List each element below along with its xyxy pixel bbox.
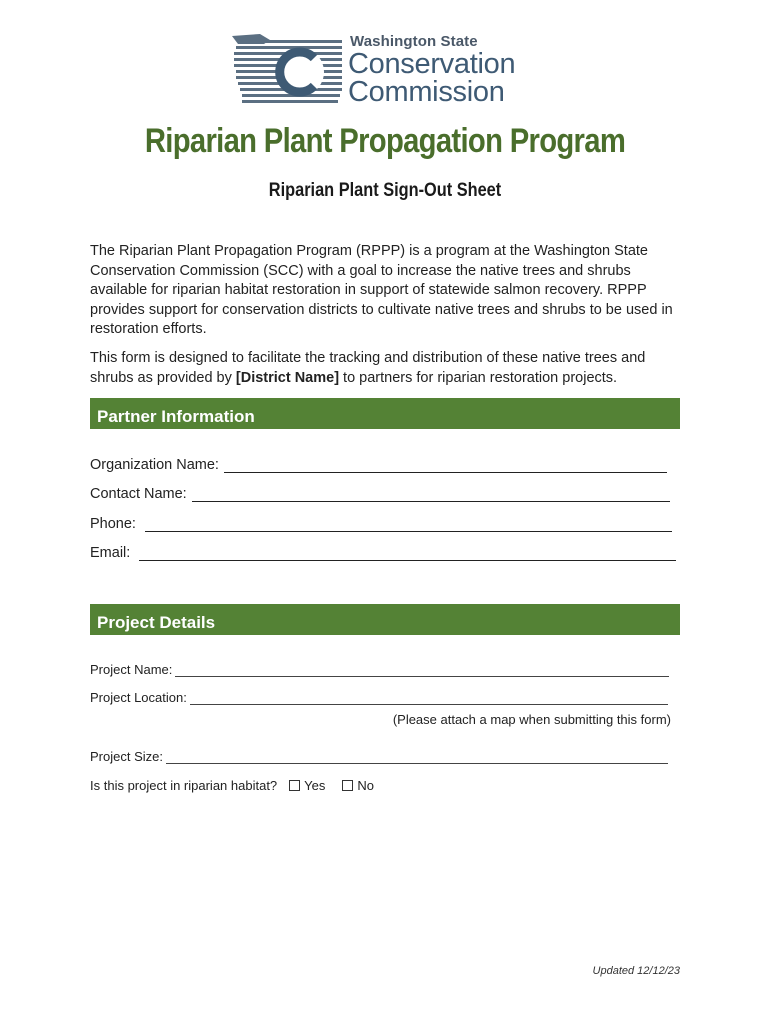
contact-name-field xyxy=(90,486,670,502)
purpose-paragraph xyxy=(90,349,685,388)
project-location-field xyxy=(90,690,668,705)
logo-line-state: Washington State xyxy=(350,33,478,50)
riparian-habitat-question xyxy=(90,778,374,793)
washington-state-logo-icon xyxy=(230,30,350,114)
project-size-input-line[interactable] xyxy=(166,751,668,764)
district-name-placeholder: [District Name] xyxy=(235,369,340,386)
organization-name-field xyxy=(90,457,667,473)
email-field xyxy=(90,545,676,561)
project-location-input-line[interactable] xyxy=(190,692,668,705)
partner-information-heading: Partner Information xyxy=(90,398,680,429)
map-attachment-note: (Please attach a map when submitting this form) xyxy=(392,712,671,727)
project-name-field xyxy=(90,662,669,677)
phone-label: Phone: xyxy=(90,516,136,532)
intro-paragraph: The Riparian Plant Propagation Program (RPPP) is a program at the Washington State Conservation Commission (SCC) with a goal to increase the native trees and shrubs available for riparian habitat restoration in support of statewide salmon recovery. RPPP provides support for conservation districts to cultivate native trees and shrubs to be used in restoration efforts. xyxy=(90,243,673,337)
organization-name-input-line[interactable] xyxy=(224,458,667,473)
project-location-label: Project Location: xyxy=(90,690,187,705)
email-label: Email: xyxy=(90,545,131,561)
no-checkbox[interactable] xyxy=(342,780,353,791)
project-name-input-line[interactable] xyxy=(175,664,669,677)
scc-logo xyxy=(230,30,530,114)
phone-input-line[interactable] xyxy=(145,517,672,532)
organization-name-label: Organization Name: xyxy=(90,457,219,473)
contact-name-input-line[interactable] xyxy=(192,487,670,502)
purpose-text-after: to partners for riparian restoration projects. xyxy=(339,369,618,386)
page-subtitle: Riparian Plant Sign-Out Sheet xyxy=(268,180,502,201)
logo-line-conservation: Conservation xyxy=(348,48,516,80)
contact-name-label: Contact Name: xyxy=(90,486,187,502)
email-input-line[interactable] xyxy=(139,546,676,561)
no-label: No xyxy=(357,778,374,793)
updated-date: Updated 12/12/23 xyxy=(592,965,680,977)
page-title: Riparian Plant Propagation Program xyxy=(144,122,626,160)
yes-checkbox[interactable] xyxy=(289,780,300,791)
project-details-heading: Project Details xyxy=(90,604,680,635)
project-name-label: Project Name: xyxy=(90,662,173,677)
phone-field xyxy=(90,516,672,532)
logo-line-commission: Commission xyxy=(348,76,505,108)
project-size-label: Project Size: xyxy=(90,749,163,764)
yes-label: Yes xyxy=(304,778,326,793)
project-size-field xyxy=(90,749,668,764)
riparian-question-label: Is this project in riparian habitat? xyxy=(90,778,278,793)
purpose-text-before: This form is designed to facilitate the tracking and distribution of these native trees and shrubs as provided by xyxy=(90,350,646,386)
